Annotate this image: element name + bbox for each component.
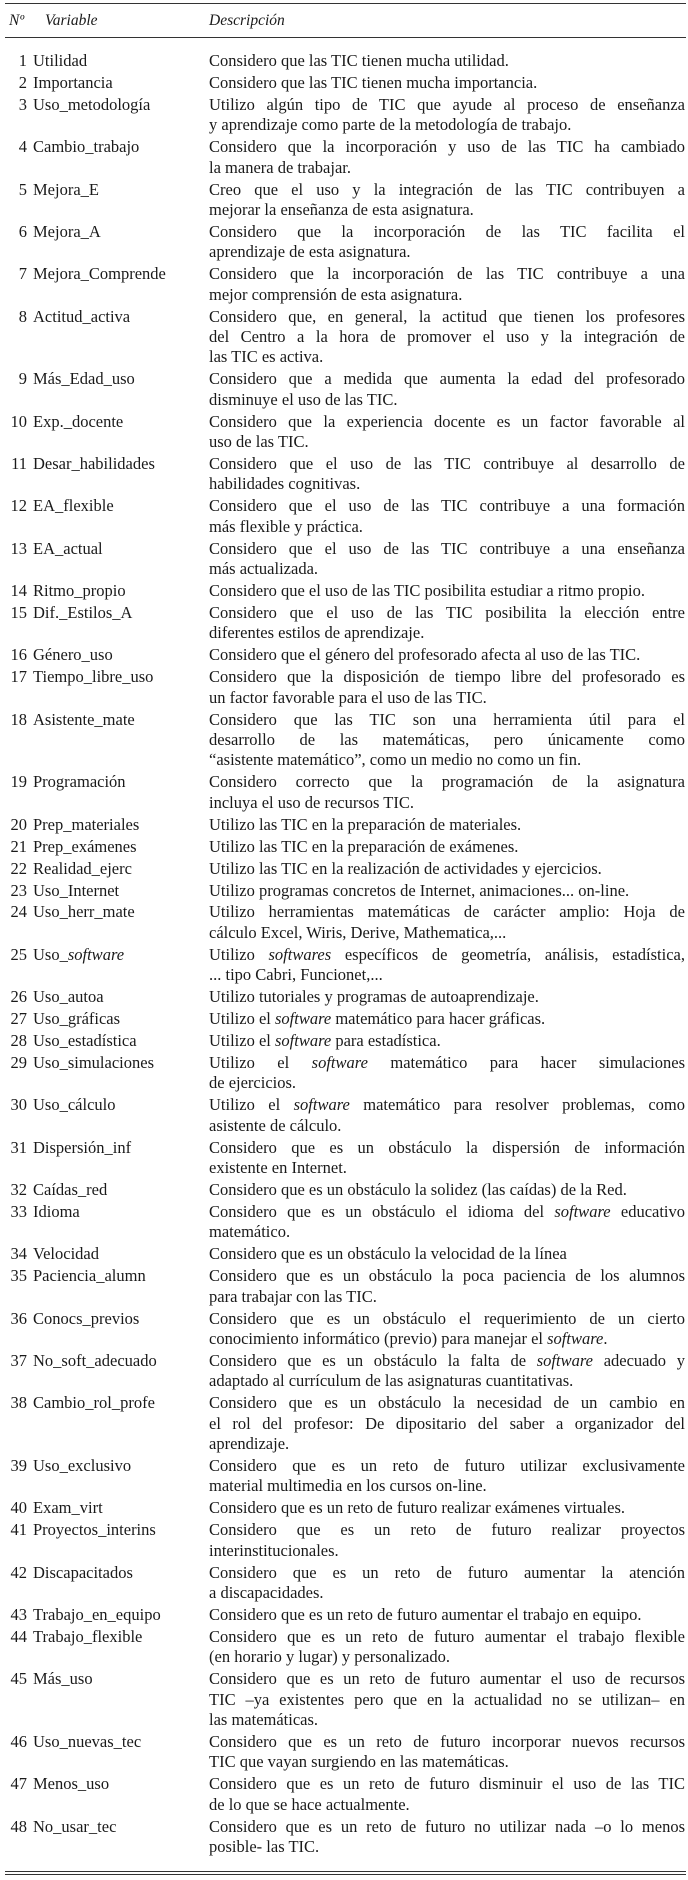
description-line: Considero que es un reto de futuro aumentar la atención [209, 1562, 685, 1582]
row-number: 3 [18, 94, 27, 114]
description-line: (en horario y lugar) y personalizado. [209, 1647, 450, 1667]
description-line: Considero correcto que la programación de la asignatura [209, 772, 685, 792]
description-line: Utilizo las TIC en la preparación de exámenes. [209, 836, 519, 856]
row-variable: Cambio_rol_profe [33, 1393, 155, 1413]
table-row [0, 1393, 688, 1456]
description-line: para trabajar con las TIC. [209, 1286, 377, 1306]
header-variable: Variable [45, 12, 98, 29]
description-line: Considero que el uso de las TIC contribuye al desarrollo de [209, 454, 685, 474]
description-line: aprendizaje. [209, 1434, 290, 1454]
row-number: 12 [10, 496, 27, 516]
row-description [209, 222, 685, 263]
row-description [209, 1031, 685, 1051]
description-line: Considero que es un obstáculo la necesidad de un cambio en [209, 1393, 685, 1413]
table-row [0, 264, 688, 306]
row-description [209, 881, 685, 901]
description-line: Considero que, en general, la actitud que tienen los profesores [209, 306, 685, 326]
table-top-rule [5, 3, 686, 4]
description-line: Considero que es un obstáculo la poca paciencia de los alumnos [209, 1266, 685, 1286]
row-description [209, 95, 685, 136]
description-line: Considero que es un reto de futuro no utilizar nada –o lo menos [209, 1816, 685, 1836]
row-variable: EA_flexible [33, 496, 114, 516]
row-number: 45 [10, 1669, 27, 1689]
row-description [209, 1732, 685, 1773]
row-description [209, 1095, 685, 1136]
description-line: de lo que se hace actualmente. [209, 1794, 410, 1814]
table-row [0, 1009, 688, 1031]
row-variable: Mejora_A [33, 221, 101, 241]
description-line: existente en Internet. [209, 1158, 347, 1178]
row-description [209, 454, 685, 495]
row-variable: Utilidad [33, 51, 88, 70]
row-description [209, 180, 685, 221]
row-description [209, 1774, 685, 1815]
row-variable: Realidad_ejerc [33, 858, 132, 878]
description-line: Considero que la incorporación de las TIC facilita el [209, 221, 685, 241]
description-line: Utilizo el software para estadística. [209, 1031, 441, 1051]
row-description [209, 307, 685, 368]
description-line: habilidades cognitivas. [209, 474, 361, 494]
table-row [0, 51, 688, 73]
row-number: 2 [18, 72, 27, 92]
description-line: de ejercicios. [209, 1073, 297, 1093]
row-variable: Más_uso [33, 1669, 93, 1689]
row-variable: Actitud_activa [33, 306, 131, 326]
row-variable: Uso_metodología [33, 94, 151, 114]
row-variable: Dif._Estilos_A [33, 603, 133, 622]
row-variable: Proyectos_interins [33, 1520, 156, 1540]
row-description [209, 1605, 685, 1625]
description-line: del Centro a la hora de promover el uso y la integración de [209, 327, 685, 346]
row-variable: Uso_estadística [33, 1031, 137, 1051]
table-row [0, 1266, 688, 1308]
description-line: Considero que la disposición de tiempo libre del profesorado es [209, 667, 685, 687]
row-variable: Uso_autoa [33, 987, 104, 1007]
row-description [209, 539, 685, 580]
row-description [209, 772, 685, 813]
description-line: Utilizo el software matemático para hacer gráficas. [209, 1009, 546, 1029]
row-variable: Cambio_trabajo [33, 137, 140, 157]
description-line: TIC –ya existentes pero que en la actualidad no se utilizan– en [209, 1689, 685, 1709]
row-description [209, 1138, 685, 1179]
table-row [0, 581, 688, 603]
table-bottom-rule [5, 1871, 686, 1872]
row-description [209, 1627, 685, 1668]
row-description [209, 1563, 685, 1604]
row-description [209, 815, 685, 835]
row-number: 47 [10, 1774, 27, 1794]
row-number: 20 [10, 814, 27, 834]
row-number: 44 [10, 1626, 27, 1646]
table-row [0, 772, 688, 814]
description-line: Utilizo las TIC en la realización de actividades y ejercicios. [209, 858, 602, 878]
table-row [0, 1456, 688, 1498]
description-line: TIC que vayan surgiendo en las matemáticas. [209, 1752, 509, 1772]
row-variable: Uso_herr_mate [33, 902, 135, 922]
description-line: Utilizo herramientas matemáticas de carácter amplio: Hoja de [209, 902, 685, 922]
row-number: 4 [18, 137, 27, 157]
row-number: 23 [10, 880, 27, 900]
row-number: 30 [10, 1095, 27, 1115]
description-line: Considero que es un reto de futuro utilizar exclusivamente [209, 1456, 685, 1475]
table-row [0, 1817, 688, 1859]
row-description [209, 710, 685, 771]
description-line: el rol del profesor: De dipositario del saber a organizador del [209, 1413, 685, 1433]
description-line: la manera de trabajar. [209, 157, 351, 177]
description-line: Considero que es un reto de futuro incorporar nuevos recursos [209, 1732, 685, 1751]
row-description [209, 1520, 685, 1561]
description-line: las matemáticas. [209, 1710, 319, 1730]
row-variable: Velocidad [33, 1244, 99, 1264]
table-row [0, 837, 688, 859]
description-line: Considero que las TIC son una herramienta útil para el [209, 709, 685, 729]
row-variable: No_usar_tec [33, 1816, 117, 1836]
row-number: 16 [10, 645, 27, 665]
table-body [0, 51, 688, 1859]
table-header-rule [5, 37, 686, 38]
row-variable: Desar_habilidades [33, 454, 155, 474]
row-description [209, 73, 685, 93]
table-row [0, 1202, 688, 1244]
table-row [0, 412, 688, 454]
row-number: 25 [10, 944, 27, 964]
table-row [0, 881, 688, 903]
row-number: 40 [10, 1498, 27, 1518]
description-line: Considero que la incorporación y uso de las TIC ha cambiado [209, 137, 685, 157]
description-line: mejor comprensión de esta asignatura. [209, 284, 463, 304]
description-line: Considero que es un reto de futuro aumentar el trabajo flexible [209, 1626, 685, 1646]
table-row [0, 1309, 688, 1351]
row-description [209, 1669, 685, 1730]
description-line: Considero que el uso de las TIC posibilita la elección entre [209, 603, 685, 622]
row-variable: Prep_exámenes [33, 836, 137, 856]
row-variable: Uso_gráficas [33, 1009, 121, 1029]
row-description [209, 859, 685, 879]
row-number: 1 [18, 51, 27, 70]
description-line: a discapacidades. [209, 1583, 324, 1603]
row-variable: Asistente_mate [33, 709, 135, 729]
description-line: Considero que el uso de las TIC contribuye a una formación [209, 496, 685, 516]
description-line: material multimedia en los cursos on-line. [209, 1476, 487, 1496]
description-line: matemático. [209, 1222, 291, 1242]
row-variable: Uso_simulaciones [33, 1052, 154, 1072]
row-description [209, 1053, 685, 1094]
description-line: las TIC es activa. [209, 347, 324, 367]
row-number: 5 [18, 179, 27, 199]
description-line: Considero que es un obstáculo el requerimiento de un cierto [209, 1308, 685, 1328]
row-number: 17 [10, 667, 27, 687]
row-number: 9 [18, 369, 27, 389]
row-number: 18 [10, 709, 27, 729]
table-row [0, 496, 688, 538]
row-variable: Dispersión_inf [33, 1137, 132, 1157]
description-line: Considero que es un reto de futuro aumentar el uso de recursos [209, 1669, 685, 1689]
table-row [0, 137, 688, 179]
table-row [0, 1138, 688, 1180]
table-row [0, 902, 688, 944]
description-line: mejorar la enseñanza de esta asignatura. [209, 199, 474, 219]
row-variable: Paciencia_alumn [33, 1266, 146, 1286]
row-variable: No_soft_adecuado [33, 1350, 157, 1370]
table-row [0, 603, 688, 645]
description-line: Considero que es un obstáculo la falta de software adecuado y [209, 1350, 685, 1370]
description-line: Considero que el uso de las TIC posibilita estudiar a ritmo propio. [209, 581, 645, 601]
row-variable: Menos_uso [33, 1774, 110, 1794]
description-line: interinstitucionales. [209, 1540, 339, 1560]
description-line: más actualizada. [209, 559, 319, 579]
description-line: Considero que es un reto de futuro realizar proyectos [209, 1520, 685, 1540]
row-description [209, 581, 685, 601]
description-line: Considero que es un reto de futuro realizar exámenes virtuales. [209, 1498, 626, 1518]
table-row [0, 307, 688, 370]
table-row [0, 859, 688, 881]
table-row [0, 987, 688, 1009]
table-row [0, 1563, 688, 1605]
description-line: Utilizo el software matemático para hacer simulaciones [209, 1052, 685, 1072]
row-number: 37 [10, 1350, 27, 1370]
description-line: Considero que es un reto de futuro disminuir el uso de las TIC [209, 1774, 685, 1794]
row-description [209, 1180, 685, 1200]
description-line: Utilizo el software matemático para resolver problemas, como [209, 1095, 686, 1115]
row-description [209, 1202, 685, 1243]
row-number: 19 [10, 772, 27, 792]
description-line: más flexible y práctica. [209, 516, 363, 536]
row-variable: Programación [33, 772, 126, 792]
description-line: Considero que es un obstáculo la solidez (las caídas) de la Red. [209, 1180, 627, 1199]
table-row [0, 1774, 688, 1816]
table-row [0, 710, 688, 773]
row-number: 21 [10, 836, 27, 856]
table-row [0, 1669, 688, 1732]
table-row [0, 1180, 688, 1202]
row-number: 22 [10, 858, 27, 878]
row-number: 33 [10, 1201, 27, 1221]
row-variable: Exp._docente [33, 411, 124, 431]
table-row [0, 1627, 688, 1669]
row-description [209, 496, 685, 537]
description-line: Utilizo algún tipo de TIC que ayude al proceso de enseñanza [209, 94, 685, 114]
table-row [0, 454, 688, 496]
row-description [209, 837, 685, 857]
row-variable: Género_uso [33, 645, 113, 665]
row-description [209, 1009, 685, 1029]
row-number: 15 [10, 603, 27, 622]
row-description [209, 1244, 685, 1264]
row-number: 27 [10, 1009, 27, 1029]
row-number: 13 [10, 538, 27, 558]
row-variable: Discapacitados [33, 1562, 133, 1582]
row-description [209, 1351, 685, 1392]
row-description [209, 645, 685, 665]
table-row [0, 945, 688, 987]
row-variable: Ritmo_propio [33, 581, 126, 601]
row-variable: Caídas_red [33, 1180, 108, 1199]
row-variable: Tiempo_libre_uso [33, 667, 154, 687]
row-number: 43 [10, 1604, 27, 1624]
description-line: cálculo Excel, Wiris, Derive, Mathematica,... [209, 922, 507, 942]
row-variable: Exam_virt [33, 1498, 103, 1518]
row-number: 10 [10, 411, 27, 431]
row-description [209, 1817, 685, 1858]
row-number: 26 [10, 987, 27, 1007]
row-description [209, 945, 685, 986]
row-variable: Mejora_Comprende [33, 264, 166, 284]
table-row [0, 1605, 688, 1627]
row-number: 48 [10, 1816, 27, 1836]
description-line: Utilizo softwares específicos de geometría, análisis, estadística, [209, 944, 686, 964]
row-number: 36 [10, 1308, 27, 1328]
row-description [209, 1309, 685, 1350]
row-number: 11 [11, 454, 27, 474]
description-line: Considero que a medida que aumenta la edad del profesorado [209, 369, 685, 389]
row-number: 28 [10, 1031, 27, 1051]
row-number: 6 [18, 221, 27, 241]
row-description [209, 1266, 685, 1307]
header-number: Nº [9, 12, 25, 29]
row-number: 46 [10, 1732, 27, 1751]
row-variable: Uso_software [33, 944, 125, 964]
description-line: un factor favorable para el uso de las TIC. [209, 687, 487, 707]
row-description [209, 264, 685, 305]
table-row [0, 1053, 688, 1095]
description-line: Creo que el uso y la integración de las TIC contribuyen a [209, 179, 685, 199]
description-line: Considero que las TIC tienen mucha utilidad. [209, 51, 509, 70]
row-number: 39 [10, 1456, 27, 1475]
row-variable: EA_actual [33, 538, 103, 558]
row-variable: Uso_exclusivo [33, 1456, 132, 1475]
description-line: Considero que el uso de las TIC contribuye a una enseñanza [209, 538, 685, 558]
description-line: Utilizo tutoriales y programas de autoaprendizaje. [209, 987, 539, 1007]
row-description [209, 369, 685, 410]
description-line: Considero que el género del profesorado afecta al uso de las TIC. [209, 645, 641, 665]
description-line: adaptado al currículum de las asignaturas cuantitativas. [209, 1371, 574, 1391]
row-variable: Prep_materiales [33, 814, 140, 834]
table-row [0, 815, 688, 837]
description-line: incluya el uso de recursos TIC. [209, 792, 414, 812]
description-line: disminuye el uso de las TIC. [209, 389, 398, 409]
table-row [0, 180, 688, 222]
table-row [0, 73, 688, 95]
description-line: asistente de cálculo. [209, 1115, 342, 1135]
row-description [209, 902, 685, 943]
row-number: 24 [10, 902, 27, 922]
row-description [209, 137, 685, 178]
row-number: 35 [10, 1266, 27, 1286]
row-description [209, 1498, 685, 1518]
row-number: 32 [10, 1180, 27, 1199]
description-line: Considero que la incorporación de las TIC contribuye a una [209, 264, 685, 284]
row-variable: Uso_Internet [33, 880, 120, 900]
row-number: 31 [10, 1137, 27, 1157]
description-line: diferentes estilos de aprendizaje. [209, 623, 425, 643]
row-variable: Uso_nuevas_tec [33, 1732, 142, 1751]
table-row [0, 1351, 688, 1393]
description-line: conocimiento informático (previo) para manejar el software. [209, 1328, 608, 1348]
table-row [0, 1031, 688, 1053]
table-row [0, 1520, 688, 1562]
table-row [0, 645, 688, 667]
row-description [209, 1456, 685, 1497]
row-variable: Conocs_previos [33, 1308, 140, 1328]
description-line: Considero que es un obstáculo la dispersión de información [209, 1137, 685, 1157]
row-number: 29 [10, 1052, 27, 1072]
description-line: aprendizaje de esta asignatura. [209, 242, 411, 262]
row-number: 7 [18, 264, 27, 284]
row-variable: Importancia [33, 72, 113, 92]
description-line: y aprendizaje como parte de la metodología de trabajo. [209, 115, 572, 135]
row-number: 41 [10, 1520, 27, 1540]
row-variable: Idioma [33, 1201, 80, 1221]
header-description: Descripción [209, 12, 285, 29]
row-variable: Trabajo_en_equipo [33, 1604, 161, 1624]
row-description [209, 412, 685, 453]
table-row [0, 1732, 688, 1774]
description-line: ... tipo Cabri, Funcionet,... [209, 965, 383, 985]
row-description [209, 51, 685, 71]
description-line: Considero que las TIC tienen mucha importancia. [209, 72, 538, 92]
table-row [0, 667, 688, 709]
table-row [0, 95, 688, 137]
description-line: uso de las TIC. [209, 432, 309, 452]
row-number: 38 [10, 1393, 27, 1413]
table-row [0, 1498, 688, 1520]
row-description [209, 603, 685, 644]
description-line: posible- las TIC. [209, 1837, 320, 1857]
table-row [0, 539, 688, 581]
row-variable: Uso_cálculo [33, 1095, 116, 1115]
description-line: Considero que es un reto de futuro aumentar el trabajo en equipo. [209, 1604, 642, 1624]
table-row [0, 369, 688, 411]
description-line: Utilizo programas concretos de Internet, animaciones... on-line. [209, 880, 630, 900]
description-line: Considero que es un obstáculo la velocidad de la línea [209, 1244, 567, 1264]
row-description [209, 1393, 685, 1454]
row-description [209, 987, 685, 1007]
row-number: 8 [18, 306, 27, 326]
row-variable: Mejora_E [33, 179, 99, 199]
table-bottom-rule-double [5, 1874, 686, 1875]
row-variable: Trabajo_flexible [33, 1626, 143, 1646]
table-row [0, 1095, 688, 1137]
table-row [0, 1244, 688, 1266]
description-line: “asistente matemático”, como un medio no como un fin. [209, 750, 582, 770]
description-line: Considero que es un obstáculo el idioma del software educativo [209, 1201, 686, 1221]
row-number: 34 [10, 1244, 27, 1264]
row-variable: Más_Edad_uso [33, 369, 135, 389]
description-line: desarrollo de las matemáticas, pero únicamente como [209, 730, 685, 750]
row-number: 14 [10, 581, 27, 601]
row-description [209, 667, 685, 708]
description-line: Utilizo las TIC en la preparación de materiales. [209, 814, 522, 834]
table-row [0, 222, 688, 264]
row-number: 42 [10, 1562, 27, 1582]
description-line: Considero que la experiencia docente es un factor favorable al [209, 411, 685, 431]
